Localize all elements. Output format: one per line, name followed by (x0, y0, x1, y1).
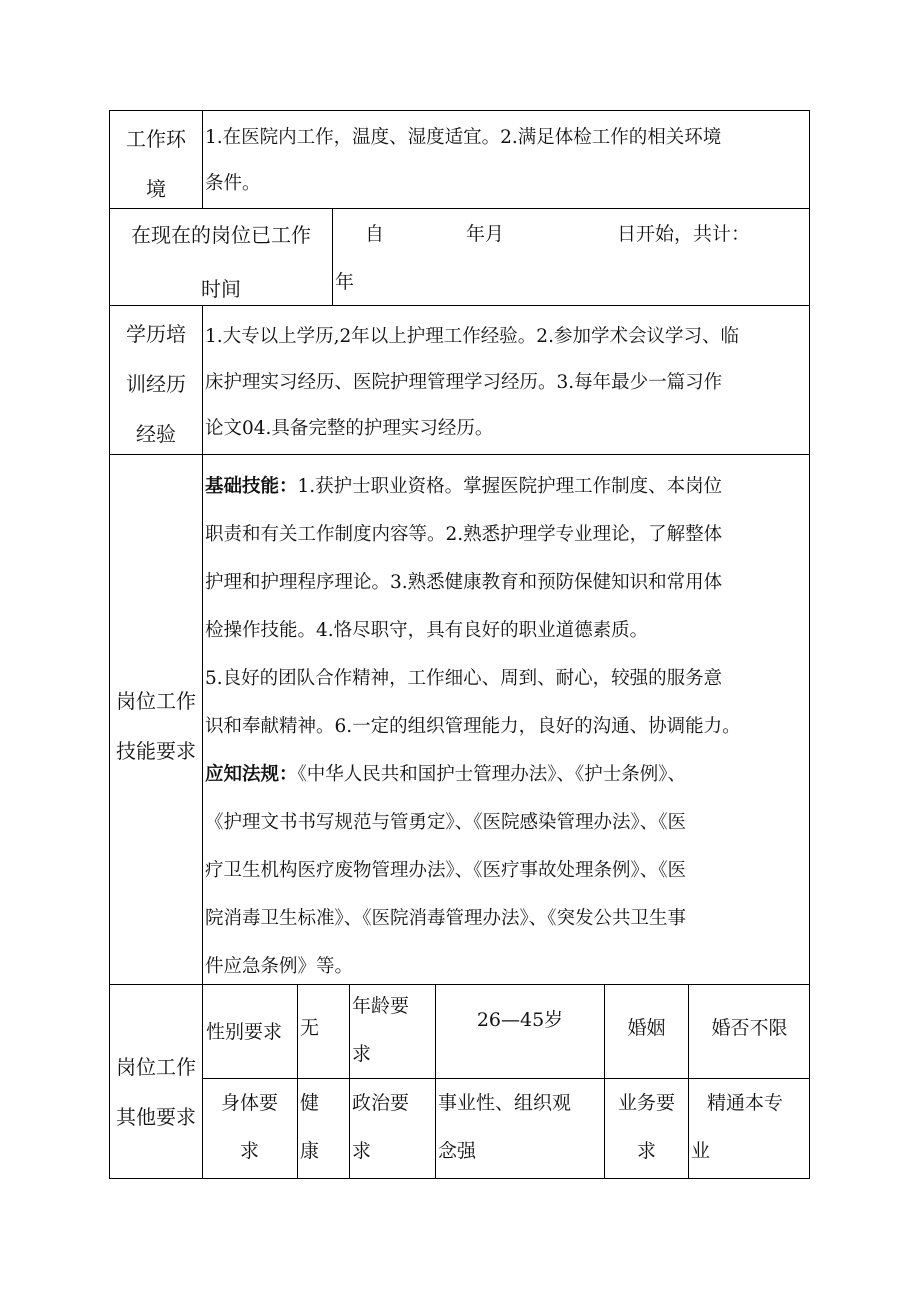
business-label-cell: 业务要 求 (604, 1078, 688, 1179)
age-label-cell: 年龄要 求 (349, 985, 435, 1078)
label-work-environment: 工作环 境 (110, 111, 203, 208)
gender-label-cell: 性别要求 (206, 1021, 283, 1043)
label-education: 学历培 训经历 经验 (110, 306, 203, 454)
row-skill-requirements (109, 454, 810, 984)
label-other-requirements: 岗位工作 其他要求 (110, 985, 203, 1178)
politics-value-cell: 事业性、组织观 念强 (435, 1078, 604, 1179)
business-value-cell: 精通本专 业 (688, 1078, 810, 1179)
row-work-environment (109, 110, 810, 208)
work-environment-text: 1.在医院内工作，温度、湿度适宜。2.满足体检工作的相关环境 条件。 (205, 127, 722, 194)
label-skill-requirements: 岗位工作 技能要求 (110, 455, 203, 984)
skill-requirements-text: 基础技能：1.获护士职业资格。掌握医院护理工作制度、本岗位 职责和有关工作制度内容等。2.熟悉护理学专业理论，了解整体 护理和护理程序理论。3.熟悉健康教育和预防保健知识和常用体 检操作技能。4.恪尽职守，具有良好的职业道德素质。 5.良好的团队合作精神，工作细心、周到、耐心，较强的服务意 识和奉献精神。6.一定的组织管理能力，良好的沟通、协调能力。 应知法规：《中华人民共和国护士管理办法》、《护士条例》、 《护理文书书写规范与管勇定》、《医院感染管理办法》、《医 疗卫生机构医疗废物管理办法》、《医疗事故处理条例》、《医 院消毒卫生标准》、《医院消毒管理办法》、《突发公共卫生事 件应急条例》等。 (205, 476, 741, 977)
row-tenure: 在现在的岗位已工作 时间 自 年月 日开始，共计： 年 (109, 208, 810, 305)
basic-skills-title: 基础技能： (205, 476, 298, 497)
age-value-cell: 26—45岁 (435, 985, 604, 1078)
marriage-label-cell: 婚姻 (604, 985, 688, 1078)
marriage-value-cell: 婚否不限 (688, 985, 810, 1078)
body-label-cell: 身体要 求 (220, 1092, 278, 1162)
politics-label-cell: 政治要 求 (349, 1078, 435, 1179)
row-other-requirements (109, 984, 810, 1179)
education-text: 1.大专以上学历,2年以上护理工作经验。2.参加学术会议学习、临 床护理实习经历、医院护理管理学习经历。3.每年最少一篇习作 论文04.具备完整的护理实习经历。 (205, 326, 739, 439)
label-tenure: 在现在的岗位已工作 时间 (110, 209, 333, 305)
laws-title: 应知法规： (205, 764, 298, 785)
row-education (109, 305, 810, 454)
gender-value-cell: 无 (297, 985, 349, 1078)
body-value-cell: 健 康 (297, 1078, 349, 1179)
